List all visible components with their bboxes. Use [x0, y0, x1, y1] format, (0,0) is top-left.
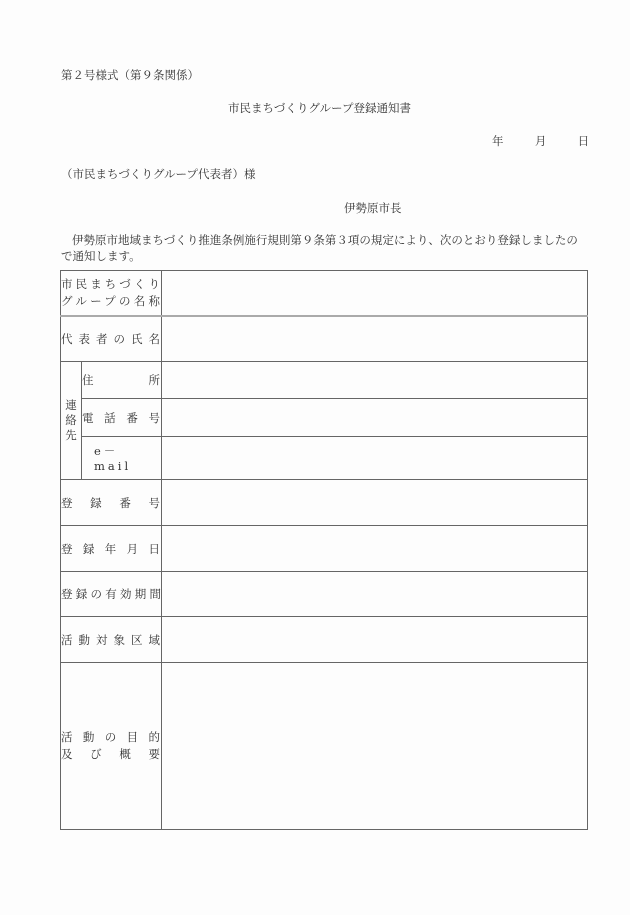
label-contact: 連 絡 先: [61, 362, 82, 480]
registration-table: [60, 270, 588, 830]
group-name-field[interactable]: [162, 271, 588, 316]
phone-field[interactable]: [162, 399, 588, 437]
document-title: 市民まちづくりグループ登録通知書: [228, 101, 411, 115]
date-month: 月: [534, 134, 547, 148]
label-activity-area: 活動対象区域: [61, 617, 162, 663]
label-email: e－mail: [82, 437, 162, 480]
label-validity-period: 登録の有効期間: [61, 572, 162, 617]
registration-date-field[interactable]: [162, 526, 588, 572]
activity-purpose-field[interactable]: [162, 663, 588, 830]
date-year: 年: [492, 134, 504, 148]
label-registration-number: 登録番号: [61, 480, 162, 526]
body-text: 伊勢原市地域まちづくり推進条例施行規則第９条第３項の規定により、次のとおり登録しましたので通知します。: [61, 233, 578, 263]
email-field[interactable]: [162, 437, 588, 480]
form-number: 第２号様式（第９条関係）: [61, 68, 199, 82]
sender: 伊勢原市長: [344, 201, 402, 215]
validity-period-field[interactable]: [162, 572, 588, 617]
registration-number-field[interactable]: [162, 480, 588, 526]
date-line: [492, 133, 589, 149]
label-group-name: 市民まちづくり グループの名称: [61, 271, 162, 316]
label-phone: 電話番号: [82, 399, 162, 437]
representative-field[interactable]: [162, 316, 588, 362]
label-representative: 代表者の氏名: [61, 316, 162, 362]
date-day: 日: [577, 134, 590, 148]
addressee: （市民まちづくりグループ代表者）様: [61, 167, 256, 181]
activity-area-field[interactable]: [162, 617, 588, 663]
address-field[interactable]: [162, 362, 588, 399]
label-address: 住所: [82, 362, 162, 399]
label-activity-purpose: 活動の目的 及び概要: [61, 663, 162, 830]
label-registration-date: 登録年月日: [61, 526, 162, 572]
